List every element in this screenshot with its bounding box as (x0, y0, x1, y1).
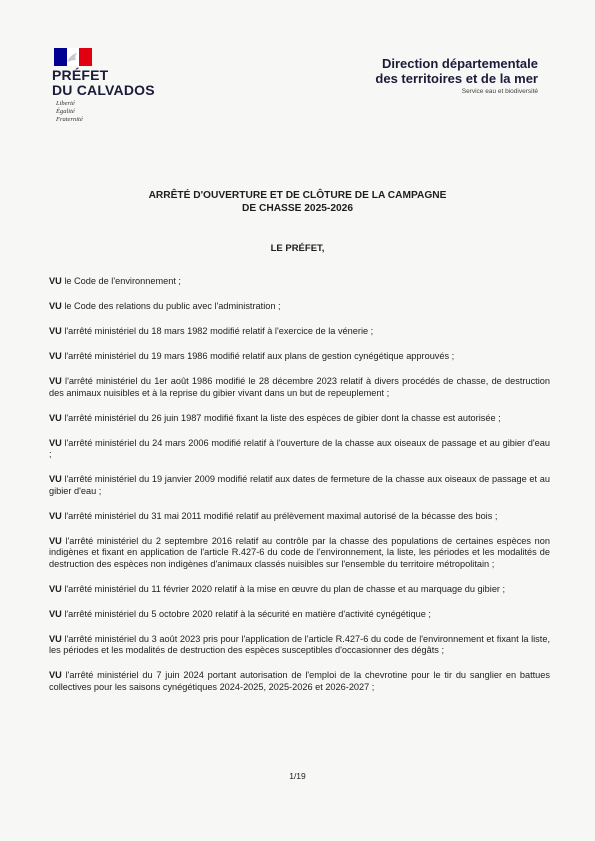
republic-motto (56, 100, 83, 124)
visa-prefix: VU (49, 437, 62, 448)
visa-paragraph (49, 438, 550, 461)
visa-paragraph (49, 511, 550, 523)
visa-text: l'arrêté ministériel du 24 mars 2006 modifié relatif à l'ouverture de la chasse aux oiseaux de passage et au gibier d'eau ; (49, 437, 550, 459)
directorate-title-line-2: des territoires et de la mer (375, 71, 538, 86)
visa-paragraph (49, 351, 550, 363)
visa-text: l'arrêté ministériel du 2 septembre 2016 relatif au contrôle par la chasse des populations de certaines espèces non indigènes et fixant en application de l'article R.427-6 du code de l'environnement, la liste, les périodes et les modalités de destruction des espèces non indigènes d'animaux classés nuisibles sur l'ensemble du territoire métropolitain ; (49, 535, 550, 569)
visa-text: l'arrêté ministériel du 5 octobre 2020 relatif à la sécurité en matière d'activité cynégétique ; (61, 608, 431, 619)
document-title-line-2: DE CHASSE 2025-2026 (242, 203, 353, 214)
visa-prefix: VU (49, 412, 62, 423)
visa-paragraph (49, 276, 550, 288)
page-number: 1/19 (289, 771, 306, 781)
visa-prefix: VU (49, 474, 62, 484)
visa-paragraph (49, 670, 550, 693)
visa-paragraph (49, 376, 550, 399)
visa-text: l'arrêté ministériel du 31 mai 2011 modifié relatif au prélèvement maximal autorisé de la bécasse des bois ; (61, 510, 498, 521)
visa-prefix: VU (49, 583, 62, 594)
document-title (0, 189, 595, 215)
document-title-line-1: ARRÊTÉ D'OUVERTURE ET DE CLÔTURE DE LA CAMPAGNE (148, 190, 447, 201)
prefecture-name-line-1: PRÉFET (52, 67, 109, 83)
visa-text: l'arrêté ministériel du 7 juin 2024 portant autorisation de l'emploi de la chevrotine pour le tir du sanglier en battues collectives pour les saisons cynégétiques 2024-2025, 2025-2026 et 2026-2027 ; (49, 670, 550, 692)
visa-prefix: VU (49, 535, 62, 546)
visa-paragraph (49, 474, 550, 497)
visa-prefix: VU (49, 351, 62, 361)
visa-paragraph (49, 326, 550, 338)
visa-text: l'arrêté ministériel du 18 mars 1982 modifié relatif à l'exercice de la vénerie ; (61, 326, 374, 336)
visa-prefix: VU (49, 326, 62, 336)
visa-prefix: VU (49, 510, 62, 521)
visa-text: l'arrêté ministériel du 1er août 1986 modifié le 28 décembre 2023 relatif à divers procédés de chasse, de destruction des animaux nuisibles et à la reprise du gibier vivant dans un but de repeuplement ; (49, 376, 550, 398)
visa-prefix: VU (49, 376, 62, 386)
directorate-title-line-1: Direction départementale (381, 56, 538, 71)
visa-prefix: VU (49, 633, 62, 644)
visa-paragraph (49, 413, 550, 425)
directorate-service: Service eau et biodiversité (461, 88, 538, 95)
visa-paragraph (49, 536, 550, 571)
visa-prefix: VU (49, 276, 62, 286)
visa-text: l'arrêté ministériel du 3 août 2023 pris pour l'application de l'article R.427-6 du code de l'environnement et fixant la liste, les périodes et les modalités de destruction des espèces susceptibles d'occasionner des dégâts ; (49, 633, 550, 655)
visa-text: le Code des relations du public avec l'administration ; (61, 301, 281, 311)
visa-prefix: VU (49, 301, 62, 311)
visa-paragraph (49, 634, 550, 657)
prefecture-name (52, 68, 155, 98)
issuing-directorate (375, 56, 538, 96)
visa-prefix: VU (49, 670, 62, 680)
marianne-flag-icon (54, 48, 92, 66)
motto-egalite: Égalité (56, 108, 75, 115)
visa-text: l'arrêté ministériel du 11 février 2020 relatif à la mise en œuvre du plan de chasse et au marquage du gibier ; (61, 583, 506, 594)
visa-text: l'arrêté ministériel du 19 janvier 2009 modifié relatif aux dates de fermeture de la chasse aux oiseaux de passage et au gibier d'eau ; (49, 474, 550, 496)
visa-paragraph (49, 584, 550, 596)
visa-list (49, 276, 550, 707)
authority-heading: LE PRÉFET, (270, 243, 325, 254)
visa-text: le Code de l'environnement ; (61, 276, 181, 286)
visa-paragraph (49, 301, 550, 313)
visa-text: l'arrêté ministériel du 19 mars 1986 modifié relatif aux plans de gestion cynégétique approuvés ; (61, 351, 455, 361)
motto-fraternite: Fraternité (56, 116, 83, 123)
prefecture-name-line-2: DU CALVADOS (52, 82, 155, 98)
visa-prefix: VU (49, 608, 62, 619)
visa-paragraph (49, 609, 550, 621)
motto-liberte: Liberté (56, 100, 75, 107)
visa-text: l'arrêté ministériel du 26 juin 1987 modifié fixant la liste des espèces de gibier dont la chasse est autorisée ; (61, 412, 501, 423)
